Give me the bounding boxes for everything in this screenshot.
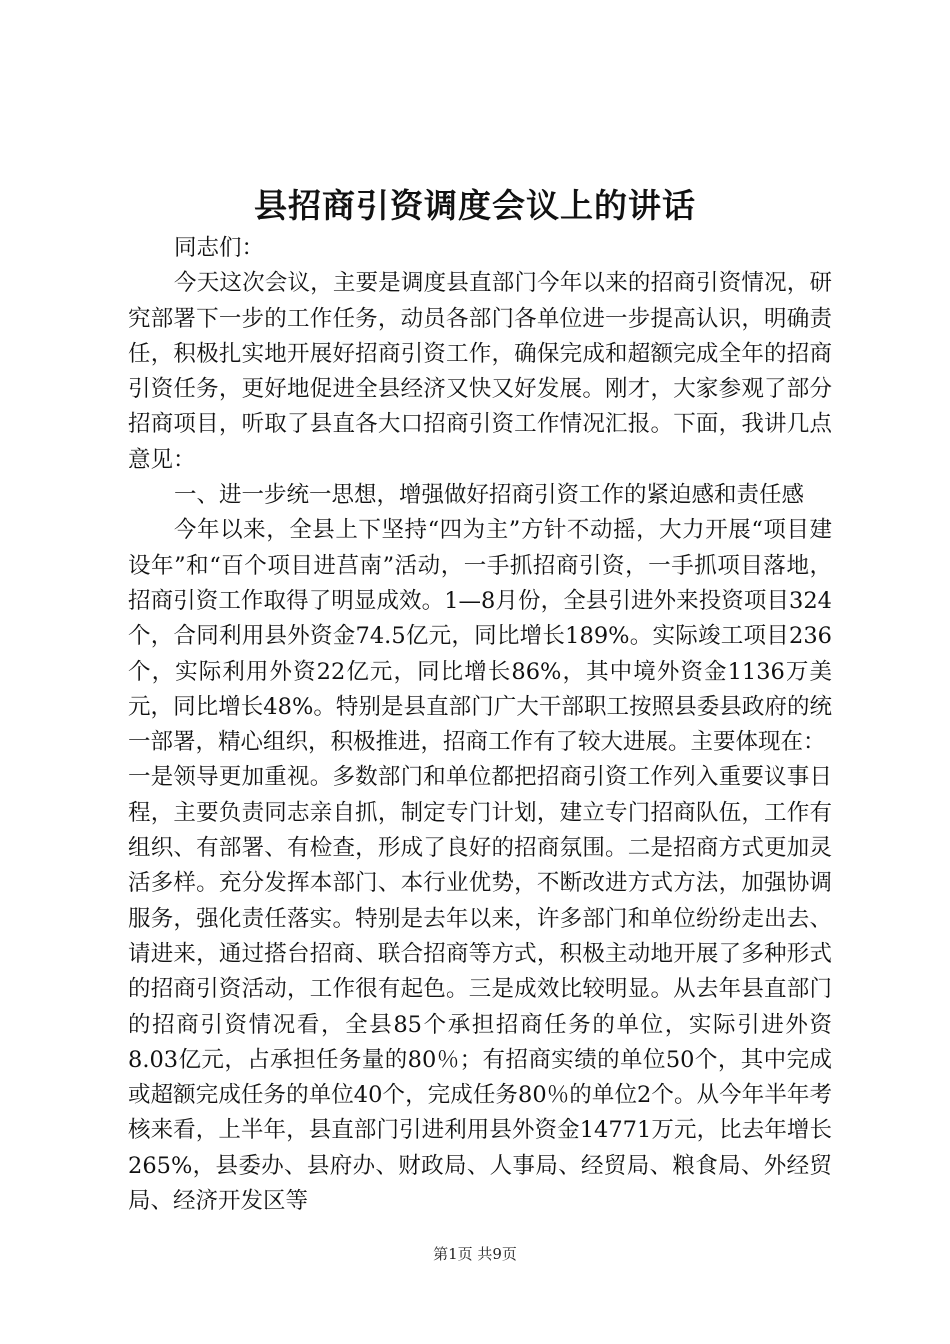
document-title: 县招商引资调度会议上的讲话 bbox=[254, 186, 696, 225]
document-body bbox=[128, 231, 832, 1219]
section-heading-1: 一、进一步统一思想，增强做好招商引资工作的紧迫感和责任感 bbox=[174, 482, 805, 509]
salutation: 同志们： bbox=[174, 235, 265, 261]
page-number: 第1页 共9页 bbox=[433, 1245, 517, 1263]
paragraph-highlights: 一是领导更加重视。多数部门和单位都把招商引资工作列入重要议事日程，主要负责同志亲自抓，制定专门计划，建立专门招商队伍，工作有组织、有部署、有检查，形成了良好的招商氛围。二是招商方式更加灵活多样。充分发挥本部门、本行业优势，不断改进方式方法，加强协调服务，强化责任落实。特别是去年以来，许多部门和单位纷纷走出去、请进来，通过搭台招商、联合招商等方式，积极主动地开展了多种形式的招商引资活动，工作很有起色。三是成效比较明显。从去年县直部门的招商引资情况看，全县85个承担招商任务的单位，实际引进外资8.03亿元，占承担任务量的80％；有招商实绩的单位50个，其中完成或超额完成任务的单位40个，完成任务80％的单位2个。从今年半年考核来看，上半年，县直部门引进利用县外资金14771万元，比去年增长265%，县委办、县府办、财政局、人事局、经贸局、粮食局、外经贸局、经济开发区等 bbox=[128, 764, 832, 1215]
paragraph-achievements: 今年以来，全县上下坚持“四为主”方针不动摇，大力开展“项目建设年”和“百个项目进莒南”活动，一手抓招商引资，一手抓项目落地，招商引资工作取得了明显成效。1—8月份，全县引进外来投资项目324个，合同利用县外资金74.5亿元，同比增长189%。实际竣工项目236个，实际利用外资22亿元，同比增长86%，其中境外资金1136万美元，同比增长48%。特别是县直部门广大干部职工按照县委县政府的统一部署，精心组织，积极推进，招商工作有了较大进展。主要体现在： bbox=[128, 517, 832, 756]
paragraph-intro: 今天这次会议，主要是调度县直部门今年以来的招商引资情况，研究部署下一步的工作任务，动员各部门各单位进一步提高认识，明确责任，积极扎实地开展好招商引资工作，确保完成和超额完成全年的招商引资任务，更好地促进全县经济又快又好发展。刚才，大家参观了部分招商项目，听取了县直各大口招商引资工作情况汇报。下面，我讲几点意见： bbox=[128, 270, 832, 473]
